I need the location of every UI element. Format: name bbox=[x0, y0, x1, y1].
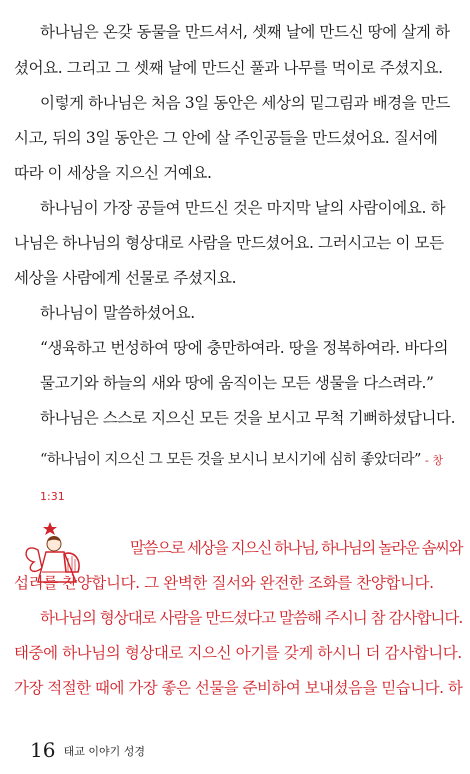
body-line: 따라 이 세상을 지으신 거예요. bbox=[14, 164, 212, 182]
body-line: 하나님은 스스로 지으신 모든 것을 보시고 무척 기뻐하셨답니다. bbox=[40, 409, 456, 427]
prayer-line: 섭리를 찬양합니다. 그 완벽한 질서와 완전한 조화를 찬양합니다. bbox=[14, 574, 434, 592]
prayer-line: 하나님의 형상대로 사람을 만드셨다고 말씀해 주시니 참 감사합니다. bbox=[40, 609, 463, 627]
bible-quote bbox=[40, 450, 443, 471]
body-line: 이렇게 하나님은 처음 3일 동안은 세상의 밑그림과 배경을 만드 bbox=[40, 94, 451, 112]
page-number: 16 bbox=[30, 738, 56, 762]
page-footer bbox=[30, 738, 145, 762]
body-line: 하나님이 말씀하셨어요. bbox=[40, 304, 195, 322]
prayer-line: 말씀으로 세상을 지으신 하나님, 하나님의 놀라운 솜씨와 bbox=[130, 539, 462, 557]
bible-quote-text: “하나님이 지으신 그 모든 것을 보시니 보시기에 심히 좋았더라” bbox=[40, 452, 421, 468]
bible-quote-ref-verse: 1:31 bbox=[40, 490, 65, 503]
prayer-line: 태중에 하나님의 형상대로 지으신 아기를 갖게 하시니 더 감사합니다. bbox=[14, 644, 462, 662]
body-line: “생육하고 번성하여 땅에 충만하여라. 땅을 정복하여라. 바다의 bbox=[40, 339, 449, 357]
body-line: 물고기와 하늘의 새와 땅에 움직이는 모든 생물을 다스려라.” bbox=[40, 374, 434, 392]
body-line: 시고, 뒤의 3일 동안은 그 안에 살 주인공들을 만드셨어요. 질서에 bbox=[14, 129, 438, 147]
star-icon bbox=[43, 522, 57, 535]
body-line: 하나님은 온갖 동물을 만드셔서, 셋째 날에 만드신 땅에 살게 하 bbox=[40, 23, 450, 41]
book-title: 태교 이야기 성경 bbox=[63, 745, 145, 758]
body-line: 세상을 사람에게 선물로 주셨지요. bbox=[14, 269, 237, 287]
body-line: 나님은 하나님의 형상대로 사람을 만드셨어요. 그러시고는 이 모든 bbox=[14, 234, 444, 252]
body-line: 하나님이 가장 공들여 만드신 것은 마지막 날의 사람이에요. 하 bbox=[40, 199, 446, 217]
prayer-line: 가장 적절한 때에 가장 좋은 선물을 준비하여 보내셨음을 믿습니다. 하 bbox=[14, 679, 463, 697]
bible-quote-ref-book: - 창 bbox=[424, 454, 443, 467]
body-line: 셨어요. 그리고 그 셋째 날에 만드신 풀과 나무를 먹이로 주셨지요. bbox=[14, 59, 443, 77]
